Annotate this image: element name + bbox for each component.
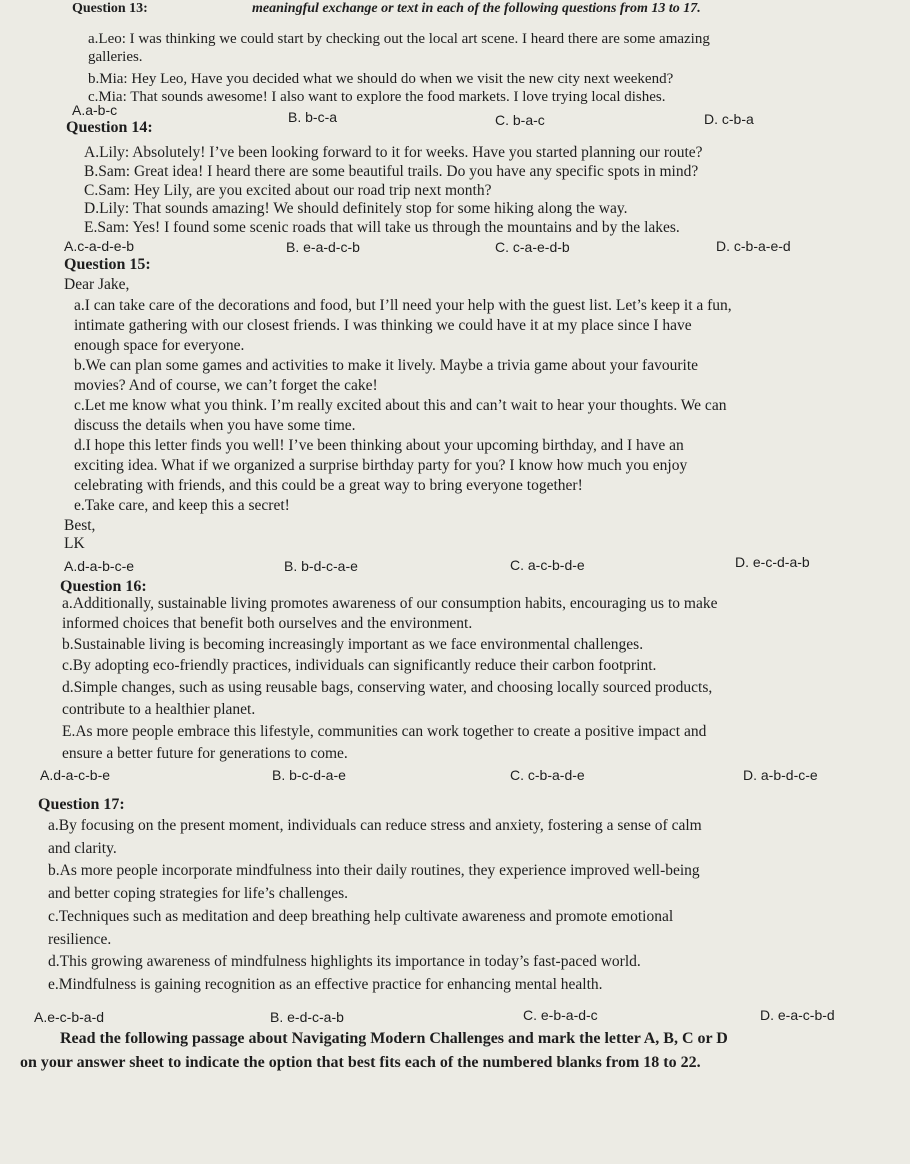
q17-answer-D[interactable]: D. e-a-c-b-d	[760, 1007, 835, 1023]
q17-title: Question 17:	[38, 796, 125, 813]
q13-option-a-line1: a.Leo: I was thinking we could start by checking out the local art scene. I heard there are some amazing	[88, 31, 710, 47]
q14-option-c: C.Sam: Hey Lily, are you excited about our road trip next month?	[84, 182, 492, 199]
q13-title: Question 13:	[72, 1, 148, 16]
q13-answer-A[interactable]: A.a-b-c	[72, 102, 118, 118]
q16-option-b: b.Sustainable living is becoming increasingly important as we face environmental challenges.	[62, 636, 644, 653]
q14-title: Question 14:	[66, 119, 153, 136]
q14-option-b: B.Sam: Great idea! I heard there are some beautiful trails. Do you have any specific spots in mind?	[84, 163, 699, 180]
q14-option-a: A.Lily: Absolutely! I’ve been looking forward to it for weeks. Have you started planning our route?	[84, 144, 703, 161]
q17-option-e: e.Mindfulness is gaining recognition as an effective practice for enhancing mental health.	[48, 976, 603, 993]
q14-option-d: D.Lily: That sounds amazing! We should definitely stop for some hiking along the way.	[84, 200, 628, 217]
q17-option-a-line2: and clarity.	[48, 840, 117, 857]
q15-option-d-line3: celebrating with friends, and this could be a great way to bring everyone together!	[74, 477, 583, 494]
q17-option-b-line2: and better coping strategies for life’s challenges.	[48, 885, 348, 902]
q16-option-a-line1: a.Additionally, sustainable living promotes awareness of our consumption habits, encouraging us to make	[62, 595, 718, 612]
q15-option-d-line1: d.I hope this letter finds you well! I’ve been thinking about your upcoming birthday, and I have an	[74, 437, 684, 454]
q16-option-e-line1: E.As more people embrace this lifestyle, communities can work together to create a positive impact and	[62, 723, 707, 740]
q15-signature: LK	[64, 535, 85, 552]
passage-instruction-line1: Read the following passage about Navigating Modern Challenges and mark the letter A, B, C or D	[60, 1030, 728, 1047]
q15-option-a-line1: a.I can take care of the decorations and food, but I’ll need your help with the guest list. Let’s keep it a fun,	[74, 297, 732, 314]
q14-answer-C[interactable]: C. c-a-e-d-b	[495, 239, 570, 255]
q15-signoff: Best,	[64, 517, 96, 534]
q15-greeting: Dear Jake,	[64, 276, 130, 293]
q15-option-b-line1: b.We can plan some games and activities to make it lively. Maybe a trivia game about your favourite	[74, 357, 699, 374]
q15-option-c-line1: c.Let me know what you think. I’m really excited about this and can’t wait to hear your thoughts. We can	[74, 397, 727, 414]
q16-answer-B[interactable]: B. b-c-d-a-e	[272, 767, 346, 783]
q15-option-c-line2: discuss the details when you have some time.	[74, 417, 356, 434]
q13-answer-C[interactable]: C. b-a-c	[495, 112, 545, 128]
q17-option-a-line1: a.By focusing on the present moment, individuals can reduce stress and anxiety, fostering a sense of calm	[48, 817, 702, 834]
q15-answer-A[interactable]: A.d-a-b-c-e	[64, 558, 135, 574]
q14-option-e: E.Sam: Yes! I found some scenic roads that will take us through the mountains and by the lakes.	[84, 219, 680, 236]
q16-option-c: c.By adopting eco-friendly practices, individuals can significantly reduce their carbon footprint.	[62, 657, 657, 674]
q14-answer-D[interactable]: D. c-b-a-e-d	[716, 238, 791, 254]
q16-option-a-line2: informed choices that benefit both ourselves and the environment.	[62, 615, 473, 632]
q16-answer-A[interactable]: A.d-a-c-b-e	[40, 767, 111, 783]
q17-answer-A[interactable]: A.e-c-b-a-d	[34, 1009, 105, 1025]
q15-option-a-line3: enough space for everyone.	[74, 337, 245, 354]
passage-instruction-line2: on your answer sheet to indicate the option that best fits each of the numbered blanks from 18 to 22.	[20, 1054, 701, 1071]
q17-option-b-line1: b.As more people incorporate mindfulness into their daily routines, they experience improved well-being	[48, 862, 700, 879]
q16-answer-D[interactable]: D. a-b-d-c-e	[743, 767, 818, 783]
q15-option-a-line2: intimate gathering with our closest friends. I was thinking we could have it at my place since I have	[74, 317, 692, 334]
q17-option-c-line1: c.Techniques such as meditation and deep breathing help cultivate awareness and promote emotional	[48, 908, 674, 925]
q16-option-d-line2: contribute to a healthier planet.	[62, 701, 256, 718]
q13-answer-D[interactable]: D. c-b-a	[704, 111, 754, 127]
q17-answer-C[interactable]: C. e-b-a-d-c	[523, 1007, 598, 1023]
q13-option-b: b.Mia: Hey Leo, Have you decided what we should do when we visit the new city next weekend?	[88, 71, 674, 87]
q14-answer-A[interactable]: A.c-a-d-e-b	[64, 238, 135, 254]
q15-answer-D[interactable]: D. e-c-d-a-b	[735, 554, 810, 570]
instruction-text: meaningful exchange or text in each of the following questions from 13 to 17.	[252, 1, 701, 16]
q16-answer-C[interactable]: C. c-b-a-d-e	[510, 767, 585, 783]
q14-answer-B[interactable]: B. e-a-d-c-b	[286, 239, 360, 255]
q17-option-d: d.This growing awareness of mindfulness highlights its importance in today’s fast-paced world.	[48, 953, 641, 970]
q13-answer-B[interactable]: B. b-c-a	[288, 109, 338, 125]
q17-answer-B[interactable]: B. e-d-c-a-b	[270, 1009, 344, 1025]
q13-option-c: c.Mia: That sounds awesome! I also want to explore the food markets. I love trying local dishes.	[88, 89, 666, 105]
q15-answer-C[interactable]: C. a-c-b-d-e	[510, 557, 585, 573]
q15-option-d-line2: exciting idea. What if we organized a surprise birthday party for you? I know how much you enjoy	[74, 457, 688, 474]
q15-title: Question 15:	[64, 256, 151, 273]
q16-title: Question 16:	[60, 578, 147, 595]
q15-answer-B[interactable]: B. b-d-c-a-e	[284, 558, 358, 574]
q16-option-d-line1: d.Simple changes, such as using reusable bags, conserving water, and choosing locally sourced products,	[62, 679, 713, 696]
q15-option-e: e.Take care, and keep this a secret!	[74, 497, 290, 514]
q16-option-e-line2: ensure a better future for generations to come.	[62, 745, 348, 762]
q17-option-c-line2: resilience.	[48, 931, 112, 948]
q15-option-b-line2: movies? And of course, we can’t forget the cake!	[74, 377, 378, 394]
q13-option-a-line2: galleries.	[88, 49, 143, 65]
